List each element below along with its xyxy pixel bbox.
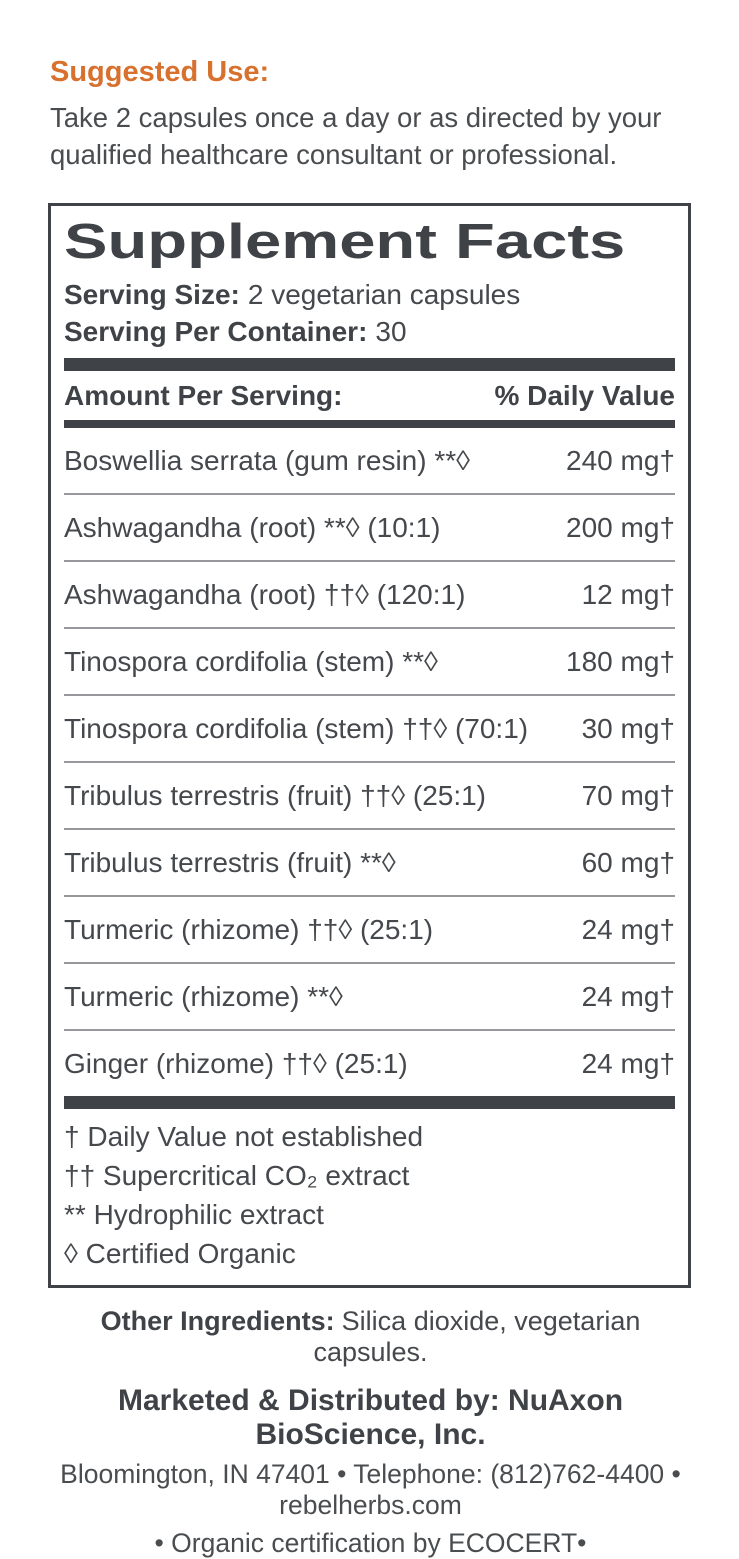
ingredient-amount: 24 mg† [581,914,675,945]
ingredient-name: Tribulus terrestris (fruit) ††◊ (25:1) [64,780,487,811]
other-ingredients-label: Other Ingredients: [100,1306,335,1336]
other-ingredients-line [48,1306,693,1368]
ingredient-row [64,495,675,562]
ingredient-name: Ginger (rhizome) ††◊ (25:1) [64,1048,408,1079]
ingredient-amount: 180 mg† [566,646,675,677]
suggested-use-heading: Suggested Use: [50,56,270,88]
servings-per-container-label: Serving Per Container: [64,316,368,347]
serving-size-line [64,276,675,313]
footnote-line: ◊ Certified Organic [64,1238,296,1269]
ingredient-amount: 60 mg† [581,847,675,878]
ingredient-row [64,763,675,830]
ingredient-amount: 24 mg† [581,981,675,1012]
ingredient-rows [64,428,675,1096]
ingredient-amount: 12 mg† [581,579,675,610]
footnotes [64,1109,675,1273]
ingredient-amount: 30 mg† [581,713,675,744]
divider-thick-top [64,358,675,371]
ingredient-row [64,830,675,897]
ingredient-name: Tribulus terrestris (fruit) **◊ [64,847,396,878]
ingredient-row [64,1031,675,1096]
ingredient-name: Ashwagandha (root) **◊ (10:1) [64,512,441,543]
suggested-use-text: Take 2 capsules once a day or as directed by your qualified healthcare consultant or professional. [50,102,662,170]
certification-line: • Organic certification by ECOCERT• [154,1528,587,1558]
servings-per-container-line [64,313,675,350]
distributor-line: Marketed & Distributed by: NuAxon BioScience, Inc. [117,1384,624,1451]
footnote-line: †† Supercritical CO₂ extract [64,1160,410,1191]
servings-per-container-value: 30 [375,316,407,347]
ingredient-name: Tinospora cordifolia (stem) **◊ [64,646,438,677]
ingredient-amount: 200 mg† [566,512,675,543]
footnote-line: † Daily Value not established [64,1121,424,1152]
ingredient-name: Tinospora cordifolia (stem) ††◊ (70:1) [64,713,529,744]
ingredient-amount: 240 mg† [566,445,675,476]
ingredient-amount: 70 mg† [581,780,675,811]
serving-size-value: 2 vegetarian capsules [247,279,521,310]
other-ingredients-value: Silica dioxide, vegetarian capsules. [313,1306,641,1367]
panel-title: Supplement Facts [64,215,626,269]
ingredient-name: Turmeric (rhizome) **◊ [64,981,343,1012]
ingredient-row [64,428,675,495]
serving-size-label: Serving Size: [64,279,240,310]
ingredient-row [64,897,675,964]
divider-medium [64,420,675,428]
ingredient-row [64,562,675,629]
ingredient-amount: 24 mg† [581,1048,675,1079]
footnote-line: ** Hydrophilic extract [64,1199,324,1230]
daily-value-header: % Daily Value [494,380,675,411]
ingredient-row [64,629,675,696]
ingredient-name: Ashwagandha (root) ††◊ (120:1) [64,579,466,610]
supplement-facts-panel [48,203,691,1288]
ingredient-row [64,964,675,1031]
ingredient-name: Turmeric (rhizome) ††◊ (25:1) [64,914,434,945]
column-headers [64,371,675,420]
divider-thick-bottom [64,1096,675,1109]
ingredient-name: Boswellia serrata (gum resin) **◊ [64,445,470,476]
amount-per-serving-header: Amount Per Serving: [64,380,343,411]
ingredient-row [64,696,675,763]
address-phone-line: Bloomington, IN 47401 • Telephone: (812)762-4400 • rebelherbs.com [60,1459,681,1520]
